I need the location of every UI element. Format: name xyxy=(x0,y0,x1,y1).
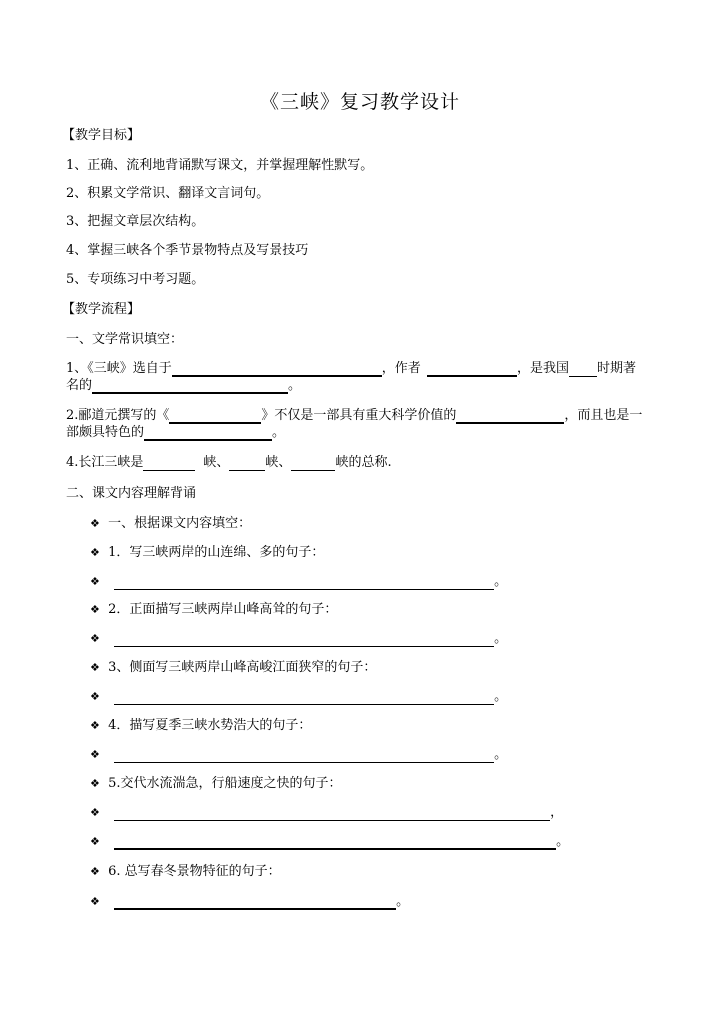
diamond-bullet-icon: ❖ xyxy=(90,719,100,732)
list-item: ❖ 2．正面描写三峡两岸山峰高耸的句子： xyxy=(90,602,338,617)
diamond-bullet-icon: ❖ xyxy=(90,777,100,790)
answer-line: ❖ 。 xyxy=(90,631,508,646)
list-item: ❖ 4．描写夏季三峡水势浩大的句子： xyxy=(90,718,312,733)
answer-line: ❖ 。 xyxy=(90,894,410,909)
answer-line: ❖ 。 xyxy=(90,689,508,704)
fill-blank[interactable] xyxy=(569,363,597,377)
diamond-bullet-icon: ❖ xyxy=(90,895,100,908)
list-item: ❖ 一、根据课文内容填空： xyxy=(90,516,252,531)
fill-blank[interactable] xyxy=(456,409,564,424)
goals-header: 【教学目标】 xyxy=(62,128,141,143)
fill-blank[interactable] xyxy=(172,362,382,377)
diamond-bullet-icon: ❖ xyxy=(90,748,100,761)
list-item: ❖ 1．写三峡两岸的山连绵、多的句子： xyxy=(90,545,325,560)
diamond-bullet-icon: ❖ xyxy=(90,632,100,645)
fill-blank[interactable] xyxy=(427,362,517,377)
fill-blank[interactable] xyxy=(229,457,265,471)
diamond-bullet-icon: ❖ xyxy=(90,661,100,674)
answer-line: ❖ 。 xyxy=(90,834,570,849)
diamond-bullet-icon: ❖ xyxy=(90,517,100,530)
diamond-bullet-icon: ❖ xyxy=(90,865,100,878)
diamond-bullet-icon: ❖ xyxy=(90,546,100,559)
section1-heading: 一、文学常识填空： xyxy=(66,332,184,347)
fill-blank[interactable] xyxy=(92,379,288,394)
fill-blank[interactable] xyxy=(114,807,550,821)
list-item: ❖ 3、侧面写三峡两岸山峰高峻江面狭窄的句子： xyxy=(90,660,377,675)
fill-blank[interactable] xyxy=(114,749,494,763)
diamond-bullet-icon: ❖ xyxy=(90,603,100,616)
diamond-bullet-icon: ❖ xyxy=(90,806,100,819)
question-1-line1: 1、《三峡》选自于 ，作者 ，是我国 时期著 xyxy=(66,361,636,376)
diamond-bullet-icon: ❖ xyxy=(90,575,100,588)
answer-line: ❖ ， xyxy=(90,805,564,820)
fill-blank[interactable] xyxy=(144,426,272,441)
diamond-bullet-icon: ❖ xyxy=(90,835,100,848)
diamond-bullet-icon: ❖ xyxy=(90,690,100,703)
question-1-line2: 名的 。 xyxy=(66,378,302,393)
fill-blank[interactable] xyxy=(114,633,494,647)
flow-header: 【教学流程】 xyxy=(62,302,141,317)
answer-line: ❖ 。 xyxy=(90,747,508,762)
question-4: 4.长江三峡是 峡、 峡、 峡的总称. xyxy=(66,455,392,470)
question-2-line2: 部颇具特色的 。 xyxy=(66,425,286,440)
fill-blank[interactable] xyxy=(114,691,494,705)
fill-blank[interactable] xyxy=(114,895,396,910)
goal-item: 4、掌握三峡各个季节景物特点及写景技巧 xyxy=(66,243,309,258)
fill-blank[interactable] xyxy=(143,457,195,471)
list-item: ❖ 6. 总写春冬景物特征的句子： xyxy=(90,864,281,879)
goal-item: 2、积累文学常识、翻译文言词句。 xyxy=(66,186,270,201)
page-title: 《三峡》复习教学设计 xyxy=(259,91,460,113)
fill-blank[interactable] xyxy=(169,409,261,424)
fill-blank[interactable] xyxy=(291,457,335,471)
question-2-line1: 2.郦道元撰写的《 》不仅是一部具有重大科学价值的 ，而且也是一 xyxy=(66,408,643,423)
section2-heading: 二、课文内容理解背诵 xyxy=(66,486,197,501)
list-item: ❖ 5.交代水流湍急，行船速度之快的句子： xyxy=(90,776,342,791)
fill-blank[interactable] xyxy=(114,576,494,590)
goal-item: 5、专项练习中考习题。 xyxy=(66,272,205,287)
answer-line: ❖ 。 xyxy=(90,574,508,589)
fill-blank[interactable] xyxy=(114,835,556,850)
goal-item: 1、正确、流利地背诵默写课文，并掌握理解性默写。 xyxy=(66,158,374,173)
goal-item: 3、把握文章层次结构。 xyxy=(66,214,205,229)
